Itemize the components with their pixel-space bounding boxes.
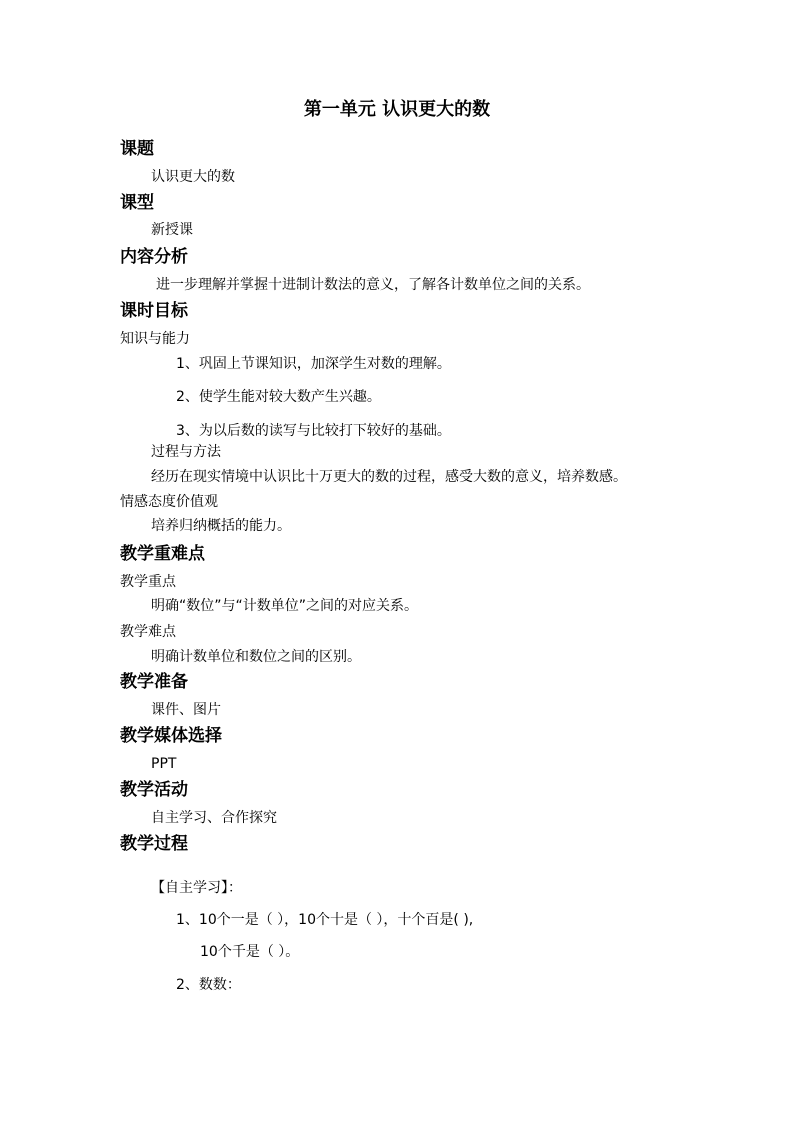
heading-key-points: 教学重难点 (120, 544, 205, 564)
heading-type: 课型 (120, 193, 154, 213)
page-title: 第一单元 认识更大的数 (303, 99, 491, 120)
focus-label: 教学重点 (120, 574, 176, 590)
emotion-label: 情感态度价值观 (120, 494, 218, 510)
self-study-label: 【自主学习】： (151, 880, 242, 896)
difficulty-content: 明确计数单位和数位之间的区别。 (151, 649, 361, 665)
type-content: 新授课 (151, 222, 193, 238)
question-2: 2、数数： (176, 977, 241, 993)
heading-topic: 课题 (120, 139, 154, 159)
heading-process: 教学过程 (120, 834, 188, 854)
knowledge-item: 2、使学生能对较大数产生兴趣。 (176, 389, 381, 405)
difficulty-label: 教学难点 (120, 624, 176, 640)
heading-analysis: 内容分析 (120, 247, 188, 267)
knowledge-item: 3、为以后数的读写与比较打下较好的基础。 (176, 423, 451, 439)
question-1-line-2: 10个千是（ ）。 (200, 944, 300, 960)
activities-content: 自主学习、合作探究 (151, 810, 277, 826)
analysis-content: 进一步理解并掌握十进制计数法的意义，了解各计数单位之间的关系。 (156, 277, 590, 293)
heading-media: 教学媒体选择 (120, 726, 222, 746)
media-content: PPT (151, 756, 177, 772)
emotion-content: 培养归纳概括的能力。 (151, 518, 291, 534)
process-content: 经历在现实情境中认识比十万更大的数的过程，感受大数的意义，培养数感。 (151, 469, 627, 485)
focus-content: 明确“数位”与“计数单位”之间的对应关系。 (151, 598, 419, 614)
process-label: 过程与方法 (151, 444, 221, 460)
heading-objectives: 课时目标 (120, 301, 188, 321)
knowledge-item: 1、巩固上节课知识，加深学生对数的理解。 (176, 356, 451, 372)
heading-preparation: 教学准备 (120, 672, 188, 692)
heading-activities: 教学活动 (120, 780, 188, 800)
knowledge-label: 知识与能力 (120, 331, 190, 347)
question-1-line-1: 1、10个一是（ ），10个十是（ ），十个百是( ), (176, 912, 474, 928)
topic-content: 认识更大的数 (151, 169, 235, 185)
preparation-content: 课件、图片 (151, 702, 221, 718)
